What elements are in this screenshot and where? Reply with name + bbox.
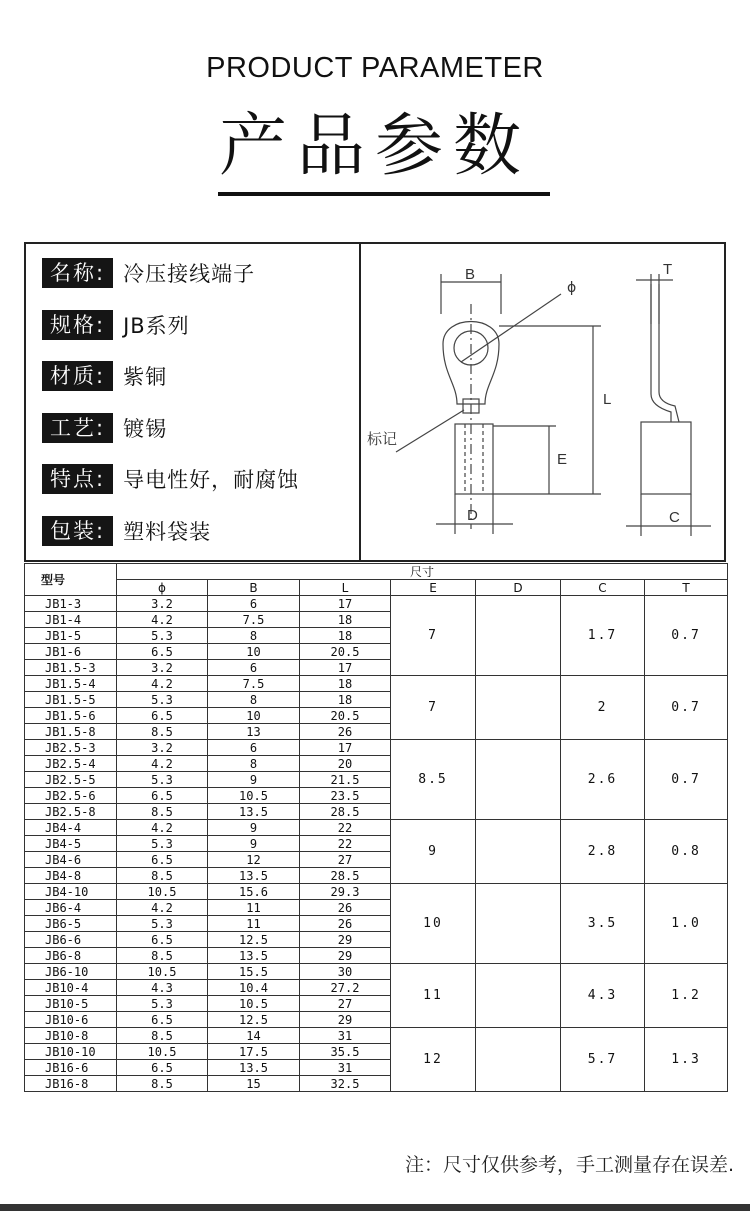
dim-phi-label: ϕ bbox=[567, 280, 577, 296]
group-e-cell: 9 bbox=[391, 820, 476, 884]
dimension-cell: 29.3 bbox=[300, 884, 391, 900]
dimension-cell: 6.5 bbox=[117, 708, 208, 724]
dimension-cell: 5.3 bbox=[117, 628, 208, 644]
footnote: 注：尺寸仅供参考，手工测量存在误差. bbox=[404, 1154, 734, 1176]
dimension-cell: 7.5 bbox=[208, 612, 300, 628]
model-cell: JB10-4 bbox=[25, 980, 117, 996]
dimension-cell: 22 bbox=[300, 836, 391, 852]
dim-d-label: D bbox=[467, 507, 478, 524]
dimension-cell: 12.5 bbox=[208, 932, 300, 948]
model-cell: JB6-10 bbox=[25, 964, 117, 980]
dimension-cell: 27 bbox=[300, 852, 391, 868]
spec-row-material bbox=[42, 361, 167, 391]
model-cell: JB10-8 bbox=[25, 1028, 117, 1044]
dimension-cell: 5.3 bbox=[117, 836, 208, 852]
table-row bbox=[25, 740, 728, 756]
spec-label: 材质: bbox=[42, 361, 113, 391]
header-row-2 bbox=[25, 580, 728, 596]
model-cell: JB10-10 bbox=[25, 1044, 117, 1060]
size-header: 尺寸 bbox=[117, 564, 728, 580]
group-d-cell bbox=[476, 596, 561, 676]
dimension-cell: 6 bbox=[208, 740, 300, 756]
dimension-cell: 30 bbox=[300, 964, 391, 980]
dimension-cell: 6.5 bbox=[117, 932, 208, 948]
terminal-diagram bbox=[361, 244, 724, 560]
dimension-cell: 17 bbox=[300, 660, 391, 676]
dim-c-label: C bbox=[669, 509, 680, 526]
dimension-cell: 4.2 bbox=[117, 612, 208, 628]
model-cell: JB4-5 bbox=[25, 836, 117, 852]
col-header-c: C bbox=[561, 580, 645, 596]
group-e-cell: 8.5 bbox=[391, 740, 476, 820]
table-row bbox=[25, 884, 728, 900]
model-cell: JB2.5-3 bbox=[25, 740, 117, 756]
spec-label: 名称: bbox=[42, 258, 113, 288]
model-cell: JB10-5 bbox=[25, 996, 117, 1012]
dimension-cell: 17 bbox=[300, 596, 391, 612]
dimension-cell: 4.2 bbox=[117, 756, 208, 772]
model-cell: JB1.5-8 bbox=[25, 724, 117, 740]
model-cell: JB2.5-4 bbox=[25, 756, 117, 772]
model-cell: JB4-10 bbox=[25, 884, 117, 900]
dimension-cell: 17 bbox=[300, 740, 391, 756]
group-t-cell: 1.3 bbox=[645, 1028, 728, 1092]
dim-e-label: E bbox=[557, 451, 568, 468]
dimension-cell: 6.5 bbox=[117, 1060, 208, 1076]
dimension-cell: 8 bbox=[208, 692, 300, 708]
group-d-cell bbox=[476, 676, 561, 740]
dimension-cell: 6.5 bbox=[117, 644, 208, 660]
model-cell: JB2.5-5 bbox=[25, 772, 117, 788]
model-cell: JB4-8 bbox=[25, 868, 117, 884]
dimension-cell: 13.5 bbox=[208, 804, 300, 820]
dimension-cell: 18 bbox=[300, 676, 391, 692]
model-cell: JB2.5-6 bbox=[25, 788, 117, 804]
model-cell: JB1.5-3 bbox=[25, 660, 117, 676]
group-e-cell: 7 bbox=[391, 596, 476, 676]
dimension-cell: 20.5 bbox=[300, 644, 391, 660]
model-cell: JB10-6 bbox=[25, 1012, 117, 1028]
title-english: PRODUCT PARAMETER bbox=[206, 52, 544, 84]
dimension-cell: 18 bbox=[300, 612, 391, 628]
table-row bbox=[25, 596, 728, 612]
model-cell: JB4-4 bbox=[25, 820, 117, 836]
dimension-cell: 13 bbox=[208, 724, 300, 740]
dimension-cell: 8.5 bbox=[117, 1028, 208, 1044]
spec-panel bbox=[24, 242, 726, 562]
dimension-cell: 26 bbox=[300, 900, 391, 916]
model-cell: JB1.5-5 bbox=[25, 692, 117, 708]
model-cell: JB6-5 bbox=[25, 916, 117, 932]
group-e-cell: 7 bbox=[391, 676, 476, 740]
dimension-cell: 3.2 bbox=[117, 740, 208, 756]
dimension-cell: 31 bbox=[300, 1028, 391, 1044]
dimension-cell: 23.5 bbox=[300, 788, 391, 804]
dimension-cell: 27.2 bbox=[300, 980, 391, 996]
dimension-cell: 5.3 bbox=[117, 916, 208, 932]
dimension-cell: 26 bbox=[300, 916, 391, 932]
dimension-cell: 7.5 bbox=[208, 676, 300, 692]
model-cell: JB16-6 bbox=[25, 1060, 117, 1076]
dimension-cell: 5.3 bbox=[117, 692, 208, 708]
dimension-cell: 5.3 bbox=[117, 772, 208, 788]
dimension-cell: 18 bbox=[300, 628, 391, 644]
model-cell: JB6-4 bbox=[25, 900, 117, 916]
dimension-cell: 9 bbox=[208, 836, 300, 852]
dimension-cell: 21.5 bbox=[300, 772, 391, 788]
dimension-cell: 10.4 bbox=[208, 980, 300, 996]
group-c-cell: 2.6 bbox=[561, 740, 645, 820]
dimension-cell: 20.5 bbox=[300, 708, 391, 724]
group-c-cell: 2 bbox=[561, 676, 645, 740]
dimension-cell: 4.2 bbox=[117, 820, 208, 836]
dim-t-label: T bbox=[663, 261, 673, 278]
title-underline bbox=[218, 192, 550, 196]
col-header-b: B bbox=[208, 580, 300, 596]
dimension-cell: 5.3 bbox=[117, 996, 208, 1012]
dimension-cell: 8 bbox=[208, 756, 300, 772]
group-d-cell bbox=[476, 964, 561, 1028]
dimension-cell: 29 bbox=[300, 1012, 391, 1028]
group-e-cell: 12 bbox=[391, 1028, 476, 1092]
dimension-cell: 8.5 bbox=[117, 724, 208, 740]
spec-value: 镀锡 bbox=[123, 417, 168, 441]
group-e-cell: 11 bbox=[391, 964, 476, 1028]
dimension-cell: 18 bbox=[300, 692, 391, 708]
spec-row-process bbox=[42, 413, 167, 443]
group-c-cell: 3.5 bbox=[561, 884, 645, 964]
model-cell: JB1-6 bbox=[25, 644, 117, 660]
dimension-cell: 6 bbox=[208, 596, 300, 612]
dimension-cell: 13.5 bbox=[208, 868, 300, 884]
dimension-cell: 9 bbox=[208, 820, 300, 836]
dimension-cell: 6.5 bbox=[117, 1012, 208, 1028]
model-cell: JB1-3 bbox=[25, 596, 117, 612]
group-d-cell bbox=[476, 820, 561, 884]
spec-value: 紫铜 bbox=[123, 365, 168, 389]
spec-label: 特点: bbox=[42, 464, 113, 494]
model-cell: JB6-8 bbox=[25, 948, 117, 964]
dimension-cell: 20 bbox=[300, 756, 391, 772]
dimension-cell: 13.5 bbox=[208, 1060, 300, 1076]
group-t-cell: 1.0 bbox=[645, 884, 728, 964]
dimension-cell: 6 bbox=[208, 660, 300, 676]
group-c-cell: 2.8 bbox=[561, 820, 645, 884]
model-cell: JB2.5-8 bbox=[25, 804, 117, 820]
spec-label: 工艺: bbox=[42, 413, 113, 443]
model-cell: JB16-8 bbox=[25, 1076, 117, 1092]
model-cell: JB1-4 bbox=[25, 612, 117, 628]
group-t-cell: 0.7 bbox=[645, 740, 728, 820]
group-t-cell: 0.7 bbox=[645, 596, 728, 676]
dimension-cell: 17.5 bbox=[208, 1044, 300, 1060]
dimension-cell: 10 bbox=[208, 644, 300, 660]
dimension-cell: 11 bbox=[208, 900, 300, 916]
spec-label: 包装: bbox=[42, 516, 113, 546]
dimension-cell: 8.5 bbox=[117, 868, 208, 884]
col-header-t: T bbox=[645, 580, 728, 596]
group-c-cell: 4.3 bbox=[561, 964, 645, 1028]
dimension-cell: 3.2 bbox=[117, 596, 208, 612]
model-cell: JB4-6 bbox=[25, 852, 117, 868]
model-cell: JB1-5 bbox=[25, 628, 117, 644]
spec-value: 塑料袋装 bbox=[123, 520, 212, 544]
dimension-cell: 31 bbox=[300, 1060, 391, 1076]
col-header-l: L bbox=[300, 580, 391, 596]
dimension-cell: 32.5 bbox=[300, 1076, 391, 1092]
dimension-cell: 27 bbox=[300, 996, 391, 1012]
dimension-cell: 29 bbox=[300, 948, 391, 964]
footer-bar bbox=[0, 1204, 750, 1211]
group-t-cell: 1.2 bbox=[645, 964, 728, 1028]
spec-value: JB系列 bbox=[123, 314, 190, 338]
dimension-cell: 12 bbox=[208, 852, 300, 868]
dimension-cell: 4.2 bbox=[117, 900, 208, 916]
dimension-cell: 10.5 bbox=[208, 788, 300, 804]
model-cell: JB1.5-4 bbox=[25, 676, 117, 692]
dimension-cell: 6.5 bbox=[117, 788, 208, 804]
group-t-cell: 0.7 bbox=[645, 676, 728, 740]
parameter-table bbox=[24, 563, 728, 1092]
mark-label: 标记 bbox=[367, 430, 398, 448]
dimension-cell: 26 bbox=[300, 724, 391, 740]
terminal-drawing bbox=[361, 244, 724, 560]
dim-l-label: L bbox=[603, 391, 612, 408]
table-row bbox=[25, 820, 728, 836]
group-c-cell: 5.7 bbox=[561, 1028, 645, 1092]
dimension-cell: 6.5 bbox=[117, 852, 208, 868]
spec-row-spec bbox=[42, 310, 190, 340]
dimension-cell: 22 bbox=[300, 820, 391, 836]
dimension-cell: 12.5 bbox=[208, 1012, 300, 1028]
spec-row-name bbox=[42, 258, 255, 288]
spec-label: 规格: bbox=[42, 310, 113, 340]
spec-row-feature bbox=[42, 464, 299, 494]
dimension-cell: 4.2 bbox=[117, 676, 208, 692]
dimension-cell: 15 bbox=[208, 1076, 300, 1092]
dimension-cell: 3.2 bbox=[117, 660, 208, 676]
col-header-e: E bbox=[391, 580, 476, 596]
group-e-cell: 10 bbox=[391, 884, 476, 964]
header-row-1 bbox=[25, 564, 728, 580]
spec-list bbox=[26, 244, 361, 560]
spec-value: 冷压接线端子 bbox=[123, 262, 256, 286]
dimension-cell: 11 bbox=[208, 916, 300, 932]
col-header-phi: ϕ bbox=[117, 580, 208, 596]
group-d-cell bbox=[476, 1028, 561, 1092]
model-cell: JB1.5-6 bbox=[25, 708, 117, 724]
dimension-cell: 14 bbox=[208, 1028, 300, 1044]
group-d-cell bbox=[476, 884, 561, 964]
dimension-cell: 35.5 bbox=[300, 1044, 391, 1060]
dimension-cell: 10.5 bbox=[117, 884, 208, 900]
dimension-cell: 10.5 bbox=[117, 1044, 208, 1060]
dim-b-label: B bbox=[465, 266, 476, 283]
group-d-cell bbox=[476, 740, 561, 820]
dimension-cell: 10.5 bbox=[117, 964, 208, 980]
dimension-cell: 10.5 bbox=[208, 996, 300, 1012]
table-row bbox=[25, 964, 728, 980]
dimension-cell: 28.5 bbox=[300, 804, 391, 820]
dimension-cell: 8.5 bbox=[117, 948, 208, 964]
table-row bbox=[25, 1028, 728, 1044]
dimension-cell: 4.3 bbox=[117, 980, 208, 996]
col-header-d: D bbox=[476, 580, 561, 596]
dimension-cell: 28.5 bbox=[300, 868, 391, 884]
dimension-cell: 15.6 bbox=[208, 884, 300, 900]
dimension-cell: 13.5 bbox=[208, 948, 300, 964]
dimension-cell: 10 bbox=[208, 708, 300, 724]
dimension-cell: 29 bbox=[300, 932, 391, 948]
group-t-cell: 0.8 bbox=[645, 820, 728, 884]
title-chinese: 产品参数 bbox=[218, 107, 531, 186]
dimension-cell: 8 bbox=[208, 628, 300, 644]
dimension-cell: 9 bbox=[208, 772, 300, 788]
model-cell: JB6-6 bbox=[25, 932, 117, 948]
dimension-cell: 8.5 bbox=[117, 1076, 208, 1092]
model-header: 型号 bbox=[25, 564, 117, 596]
table-row bbox=[25, 676, 728, 692]
spec-value: 导电性好，耐腐蚀 bbox=[123, 468, 300, 492]
dimension-cell: 8.5 bbox=[117, 804, 208, 820]
group-c-cell: 1.7 bbox=[561, 596, 645, 676]
spec-row-package bbox=[42, 516, 211, 546]
dimension-cell: 15.5 bbox=[208, 964, 300, 980]
